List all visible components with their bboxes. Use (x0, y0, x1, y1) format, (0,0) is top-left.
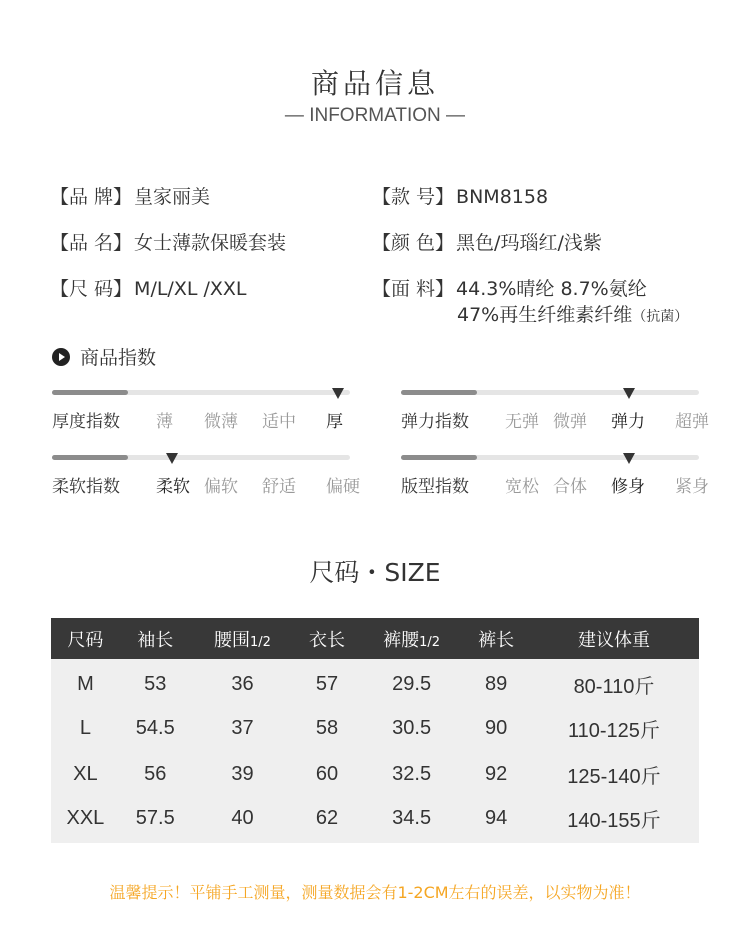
info-size-value: M/L/XL /XXL (134, 278, 247, 300)
index-track-fill (401, 455, 477, 460)
info-fabric-line2-row (457, 300, 688, 327)
index-section-header (52, 343, 156, 370)
index-track-fill (401, 390, 477, 395)
table-cell: 34.5 (360, 797, 464, 843)
index-section-title: 商品指数 (80, 347, 157, 369)
header-label: 裤腰 (383, 629, 420, 651)
page-title: 商品信息 (310, 67, 439, 100)
info-name (50, 228, 286, 255)
table-cell: 54.5 (120, 705, 191, 751)
table-cell: 37 (191, 705, 295, 751)
table-row (51, 797, 699, 843)
index-track-fill (52, 390, 128, 395)
table-cell: 89 (463, 659, 529, 705)
table-cell: 57 (294, 659, 360, 705)
page-subtitle: — INFORMATION — (284, 105, 466, 126)
info-color (372, 228, 602, 255)
info-fabric-key: 【面 料】 (372, 278, 455, 300)
info-brand-key: 【品 牌】 (50, 186, 133, 208)
index-option: 微薄 (204, 412, 238, 432)
measurement-note: 温馨提示！平铺手工测量，测量数据会有1-2CM左右的误差，以实物为准！ (109, 883, 641, 902)
info-fabric (372, 274, 647, 301)
info-fabric-note: （抗菌） (632, 309, 689, 325)
index-option: 舒适 (262, 477, 296, 497)
index-option: 修身 (611, 477, 645, 497)
size-table (51, 618, 699, 843)
index-name: 柔软指数 (52, 477, 120, 497)
table-cell: 40 (191, 797, 295, 843)
index-marker-icon (623, 388, 635, 399)
table-cell: L (51, 705, 120, 751)
index-option: 柔软 (156, 477, 190, 497)
table-cell: 140-155斤 (529, 797, 699, 843)
info-fabric-line1: 44.3%晴纶 8.7%氨纶 (456, 278, 647, 300)
table-cell: 36 (191, 659, 295, 705)
header-label: 腰围 (214, 629, 251, 651)
table-cell: 62 (294, 797, 360, 843)
table-cell: 58 (294, 705, 360, 751)
index-option: 偏硬 (326, 477, 360, 497)
size-table-body (51, 659, 699, 843)
index-option: 合体 (553, 477, 587, 497)
info-name-value: 女士薄款保暖套装 (134, 232, 287, 254)
index-track (52, 390, 350, 395)
index-option: 厚 (326, 412, 343, 432)
table-cell: M (51, 659, 120, 705)
table-cell: 30.5 (360, 705, 464, 751)
size-table-header-cell (191, 618, 295, 659)
info-color-value: 黑色/玛瑙红/浅紫 (456, 232, 602, 254)
size-table-header (51, 618, 699, 659)
info-fabric-line2: 47%再生纤维素纤维 (457, 304, 633, 326)
info-color-key: 【颜 色】 (372, 232, 455, 254)
header-suffix: 1/2 (250, 634, 271, 650)
index-name: 版型指数 (401, 477, 469, 497)
index-track (52, 455, 350, 460)
header-label: 衣长 (309, 629, 346, 651)
table-row (51, 751, 699, 797)
size-table-header-cell (294, 618, 360, 659)
header-suffix: 1/2 (419, 634, 441, 650)
index-marker-icon (332, 388, 344, 399)
table-cell: 92 (463, 751, 529, 797)
header-label: 尺码 (67, 629, 104, 651)
info-brand-value: 皇家丽美 (134, 186, 211, 208)
table-cell: XL (51, 751, 120, 797)
size-table-header-cell (120, 618, 191, 659)
table-row (51, 659, 699, 705)
index-option: 紧身 (675, 477, 709, 497)
header-label: 建议体重 (577, 629, 650, 651)
index-track (401, 455, 699, 460)
table-cell: 94 (463, 797, 529, 843)
info-name-key: 【品 名】 (50, 232, 133, 254)
index-option: 微弹 (553, 412, 587, 432)
table-row (51, 705, 699, 751)
index-option: 超弹 (675, 412, 709, 432)
table-cell: 53 (120, 659, 191, 705)
table-cell: 60 (294, 751, 360, 797)
index-option: 无弹 (505, 412, 539, 432)
table-cell: 110-125斤 (529, 705, 699, 751)
header-label: 裤长 (478, 629, 515, 651)
table-cell: 56 (120, 751, 191, 797)
play-circle-icon (52, 348, 70, 366)
info-size (50, 274, 247, 301)
table-cell: 29.5 (360, 659, 464, 705)
index-option: 适中 (262, 412, 296, 432)
table-cell: 80-110斤 (529, 659, 699, 705)
size-table-header-cell (51, 618, 120, 659)
info-size-key: 【尺 码】 (50, 278, 133, 300)
size-table-header-cell (360, 618, 464, 659)
table-cell: 90 (463, 705, 529, 751)
index-option: 偏软 (204, 477, 238, 497)
header-label: 袖长 (137, 629, 174, 651)
info-style-no (372, 182, 548, 209)
table-cell: 125-140斤 (529, 751, 699, 797)
size-table-header-cell (463, 618, 529, 659)
info-brand (50, 182, 210, 209)
index-option: 弹力 (611, 412, 645, 432)
index-marker-icon (166, 453, 178, 464)
size-table-header-cell (529, 618, 699, 659)
index-name: 弹力指数 (401, 412, 469, 432)
index-name: 厚度指数 (52, 412, 120, 432)
index-track-fill (52, 455, 128, 460)
table-cell: 57.5 (120, 797, 191, 843)
size-section-title: 尺码・SIZE (309, 558, 441, 587)
table-cell: 39 (191, 751, 295, 797)
info-style-no-value: BNM8158 (456, 186, 549, 208)
table-cell: XXL (51, 797, 120, 843)
index-option: 薄 (156, 412, 173, 432)
index-track (401, 390, 699, 395)
index-option: 宽松 (505, 477, 539, 497)
table-cell: 32.5 (360, 751, 464, 797)
index-marker-icon (623, 453, 635, 464)
info-style-no-key: 【款 号】 (372, 186, 455, 208)
